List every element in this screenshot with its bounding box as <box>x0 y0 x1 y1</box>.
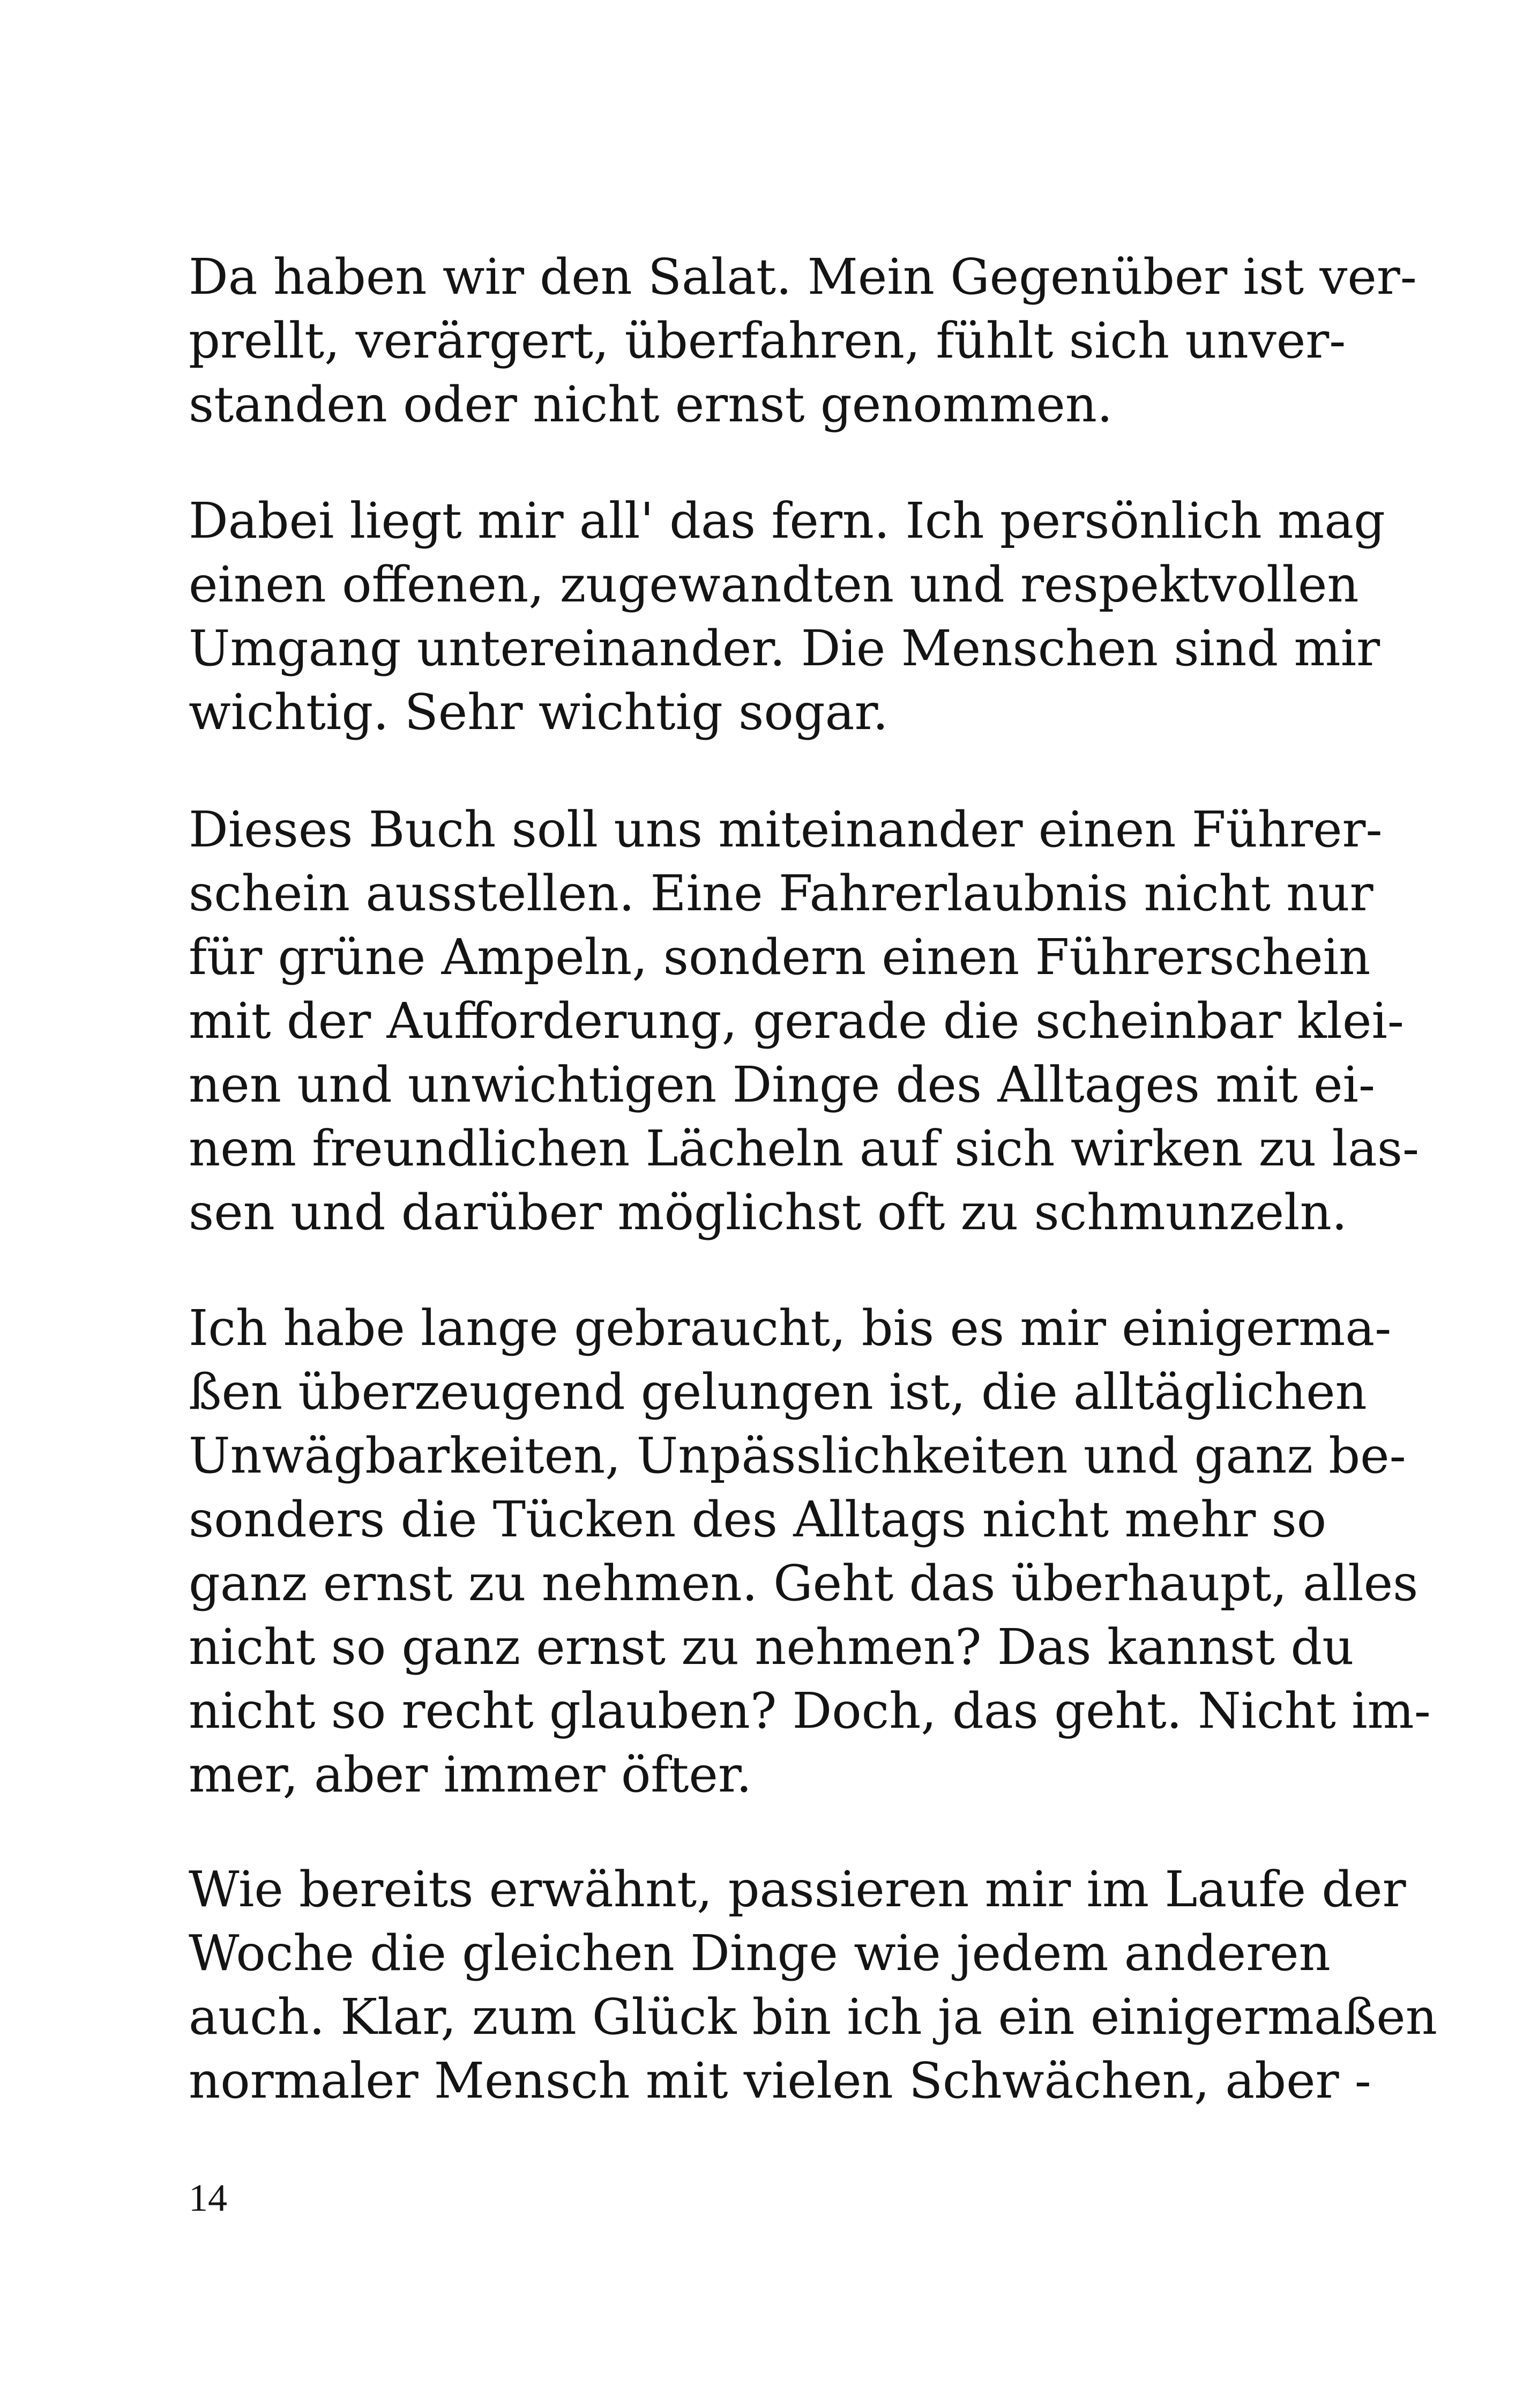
text-line: nicht so recht glauben? Doch, das geht. Nicht im- <box>189 1682 1431 1740</box>
text-line: nicht so ganz ernst zu nehmen? Das kannst du <box>189 1618 1354 1676</box>
text-line: sonders die Tücken des Alltags nicht mehr so <box>189 1491 1327 1548</box>
text-line: für grüne Ampeln, sondern einen Führerschein <box>189 928 1371 986</box>
paragraph-1 <box>189 245 1417 436</box>
text-line: Wie bereits erwähnt, passieren mir im Laufe der <box>189 1861 1406 1918</box>
paragraph-4 <box>189 1296 1431 1807</box>
paragraph-3 <box>189 798 1420 1244</box>
text-line: normaler Mensch mit vielen Schwächen, aber - <box>189 2052 1371 2109</box>
text-line: Da haben wir den Salat. Mein Gegenüber ist ver- <box>189 248 1417 306</box>
text-line: Dabei liegt mir all' das fern. Ich persönlich mag <box>189 492 1385 549</box>
text-line: standen oder nicht ernst genommen. <box>189 376 1113 433</box>
text-line: auch. Klar, zum Glück bin ich ja ein einigermaßen <box>189 1988 1437 2046</box>
text-line: sen und darüber möglichst oft zu schmunzeln. <box>189 1184 1348 1241</box>
paragraph-2 <box>189 489 1385 744</box>
text-line: nem freundlichen Lächeln auf sich wirken zu las- <box>189 1120 1420 1177</box>
text-line: schein ausstellen. Eine Fahrerlaubnis nicht nur <box>189 865 1373 922</box>
paragraph-5 <box>189 1857 1437 2113</box>
text-line: einen offenen, zugewandten und respektvollen <box>189 556 1359 613</box>
text-line: Unwägbarkeiten, Unpässlichkeiten und ganz be- <box>189 1427 1406 1484</box>
text-line: Dieses Buch soll uns miteinander einen Führer- <box>189 801 1383 858</box>
page-number: 14 <box>189 2176 227 2219</box>
text-line: ganz ernst zu nehmen. Geht das überhaupt, alles <box>189 1555 1419 1612</box>
text-line: mit der Aufforderung, gerade die scheinbar klei- <box>189 992 1405 1050</box>
text-line: mer, aber immer öfter. <box>189 1746 752 1803</box>
text-line: Umgang untereinander. Die Menschen sind mir <box>189 620 1380 677</box>
text-line: prellt, verärgert, überfahren, fühlt sich unver- <box>189 312 1346 369</box>
text-line: ßen überzeugend gelungen ist, die alltäglichen <box>189 1363 1367 1421</box>
text-line: wichtig. Sehr wichtig sogar. <box>189 683 889 741</box>
text-line: Woche die gleichen Dinge wie jedem anderen <box>189 1924 1331 1982</box>
text-line: Ich habe lange gebraucht, bis es mir einigerma- <box>189 1299 1392 1357</box>
text-line: nen und unwichtigen Dinge des Alltages mit ei- <box>189 1056 1376 1113</box>
